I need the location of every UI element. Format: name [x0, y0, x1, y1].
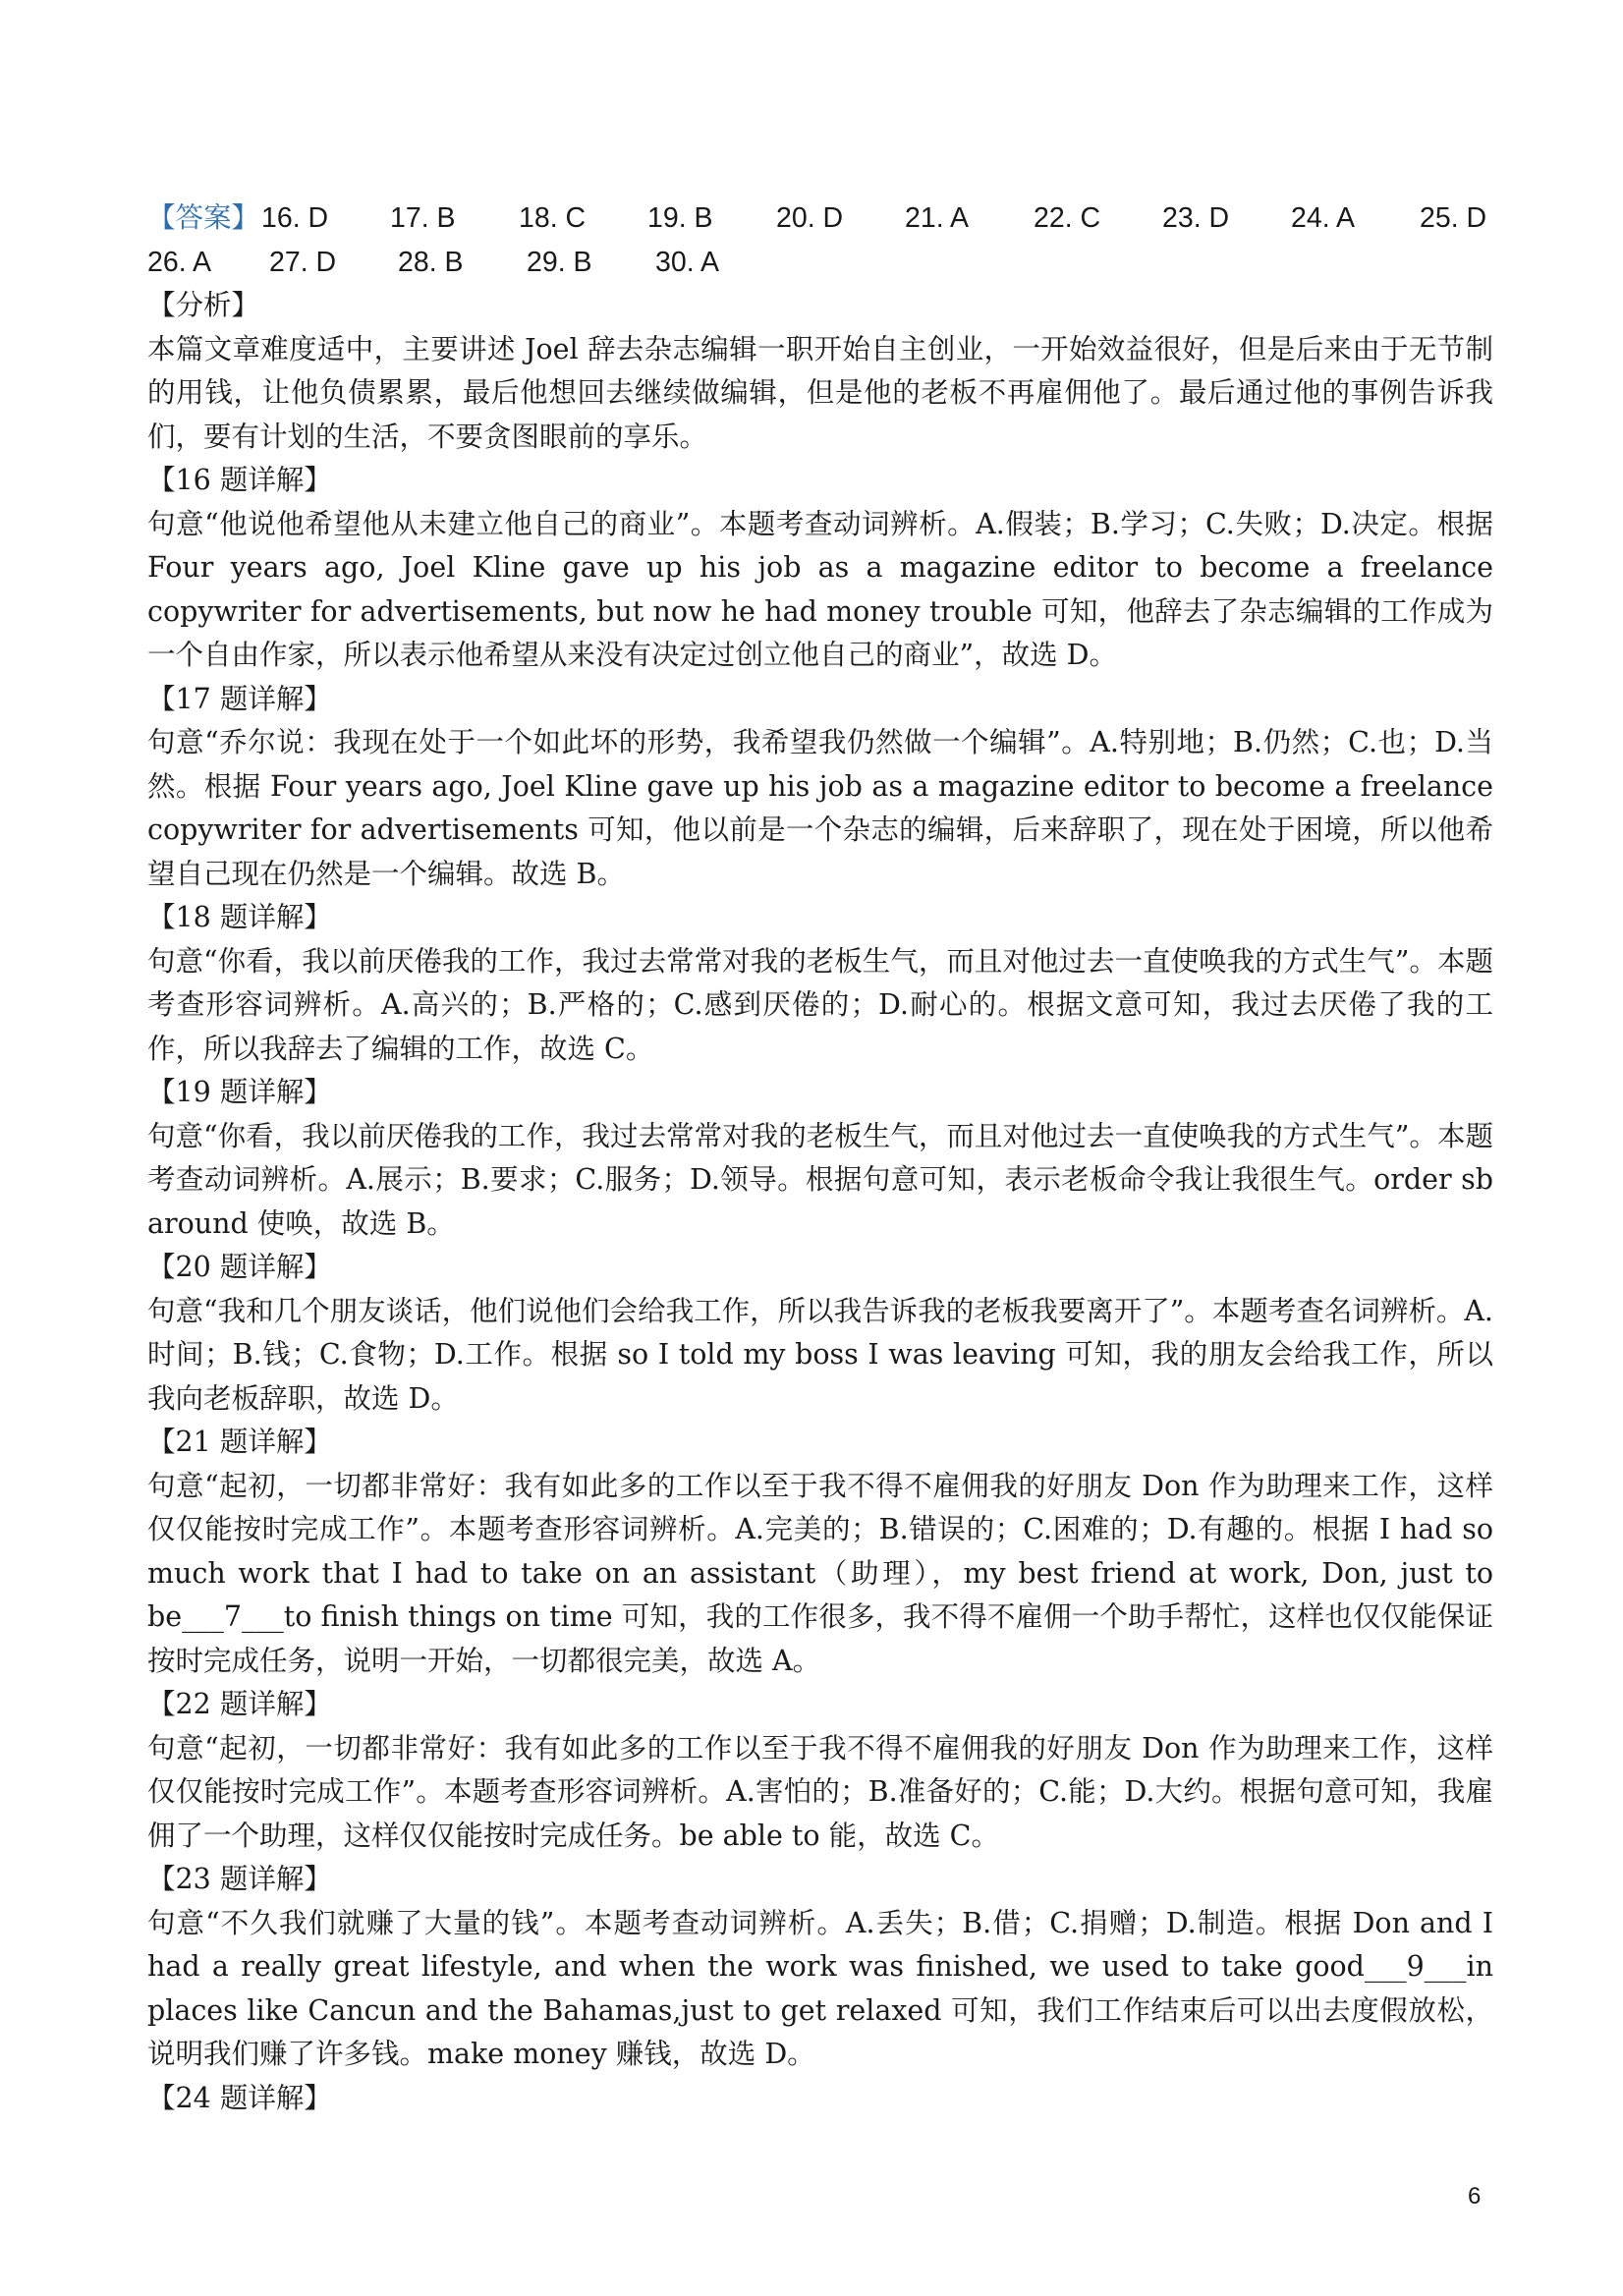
section-text-18: 句意“你看，我以前厌倦我的工作，我过去常常对我的老板生气，而且对他过去一直使唤我的方式生气”。本题考查形容词辨析。A.高兴的；B.严格的；C.感到厌倦的；D.耐心的。根据文意可知，我过去厌倦了我的工作，所以我辞去了编辑的工作，故选 C。: [147, 944, 1493, 1065]
answer-item: 26. A: [147, 246, 211, 278]
answer-item: 27. D: [269, 246, 337, 278]
answer-item: 20. D: [776, 202, 844, 234]
section-title-21: 【21 题详解】: [147, 1426, 332, 1458]
answer-item: 24. A: [1291, 202, 1355, 234]
answer-item: 22. C: [1034, 202, 1101, 234]
section-text-16: 句意“他说他希望他从未建立他自己的商业”。本题考查动词辨析。A.假装；B.学习；C.失败；D.决定。根据 Four years ago, Joel Kline gave up his job as a magazine editor to become a freelance copywriter for advertisements, but now he had money trouble 可知，他辞去了杂志编辑的工作成为一个自由作家，所以表示他希望从来没有决定过创立他自己的商业”，故选 D。: [147, 507, 1493, 671]
section-text-21: 句意“起初，一切都非常好：我有如此多的工作以至于我不得不雇佣我的好朋友 Don 作为助理来工作，这样仅仅能按时完成工作”。本题考查形容词辨析。A.完美的；B.错误的；C.困难的；D.有趣的。根据 I had so much work that I had to take on an assistant（助理），my best friend at work, Don, just to be___7___to finish things on time 可知，我的工作很多，我不得不雇佣一个助手帮忙，这样也仅仅能保证按时完成任务，说明一开始，一切都很完美，故选 A。: [147, 1469, 1493, 1677]
answer-item: 16. D: [261, 202, 329, 234]
section-title-16: 【16 题详解】: [147, 464, 332, 496]
answer-item: 29. B: [527, 246, 592, 278]
answer-item: 18. C: [519, 202, 587, 234]
section-title-22: 【22 题详解】: [147, 1688, 332, 1720]
page-number: 6: [1468, 2183, 1482, 2210]
analysis-text: 本篇文章难度适中，主要讲述 Joel 辞去杂志编辑一职开始自主创业，一开始效益很好，但是后来由于无节制的用钱，让他负债累累，最后他想回去继续做编辑，但是他的老板不再雇佣他了。最后通过他的事例告诉我们，要有计划的生活，不要贪图眼前的享乐。: [147, 332, 1493, 453]
section-title-18: 【18 题详解】: [147, 901, 332, 933]
answer-item: 17. B: [390, 202, 456, 234]
answer-item: 28. B: [398, 246, 464, 278]
section-title-20: 【20 题详解】: [147, 1251, 332, 1283]
section-title-17: 【17 题详解】: [147, 682, 332, 715]
answer-item: 21. A: [905, 202, 969, 234]
section-text-17: 句意“乔尔说：我现在处于一个如此坏的形势，我希望我仍然做一个编辑”。A.特别地；B.仍然；C.也；D.当然。根据 Four years ago, Joel Kline gave up his job as a magazine editor to become a freelance copywriter for advertisements 可知，他以前是一个杂志的编辑，后来辞职了，现在处于困境，所以他希望自己现在仍然是一个编辑。故选 B。: [147, 726, 1493, 890]
answer-item: 19. B: [647, 202, 713, 234]
analysis-title: 【分析】: [147, 289, 260, 321]
section-title-24: 【24 题详解】: [147, 2081, 332, 2114]
answer-item: 25. D: [1420, 202, 1487, 234]
section-text-19: 句意“你看，我以前厌倦我的工作，我过去常常对我的老板生气，而且对他过去一直使唤我的方式生气”。本题考查动词辨析。A.展示；B.要求；C.服务；D.领导。根据句意可知，表示老板命令我让我很生气。order sb around 使唤，故选 B。: [147, 1119, 1493, 1240]
section-title-19: 【19 题详解】: [147, 1076, 332, 1108]
answer-item: 30. A: [655, 246, 719, 278]
section-text-22: 句意“起初，一切都非常好：我有如此多的工作以至于我不得不雇佣我的好朋友 Don 作为助理来工作，这样仅仅能按时完成工作”。本题考查形容词辨析。A.害怕的；B.准备好的；C.能；D.大约。根据句意可知，我雇佣了一个助理，这样仅仅能按时完成任务。be able to 能，故选 C。: [147, 1731, 1493, 1852]
answer-label: 【答案】: [147, 201, 260, 234]
answer-key: [147, 196, 1493, 284]
document-page: [147, 196, 1493, 2120]
section-text-20: 句意“我和几个朋友谈话，他们说他们会给我工作，所以我告诉我的老板我要离开了”。本题考查名词辨析。A.时间；B.钱；C.食物；D.工作。根据 so I told my boss I was leaving 可知，我的朋友会给我工作，所以我向老板辞职，故选 D。: [147, 1294, 1493, 1415]
section-title-23: 【23 题详解】: [147, 1863, 332, 1895]
answer-item: 23. D: [1162, 202, 1230, 234]
section-text-23: 句意“不久我们就赚了大量的钱”。本题考查动词辨析。A.丢失；B.借；C.捐赠；D.制造。根据 Don and I had a really great lifestyle, and when the work was finished, we used to take good___9___in places like Cancun and the Bahamas,just to get relaxed 可知，我们工作结束后可以出去度假放松，说明我们赚了许多钱。make money 赚钱，故选 D。: [147, 1906, 1493, 2070]
